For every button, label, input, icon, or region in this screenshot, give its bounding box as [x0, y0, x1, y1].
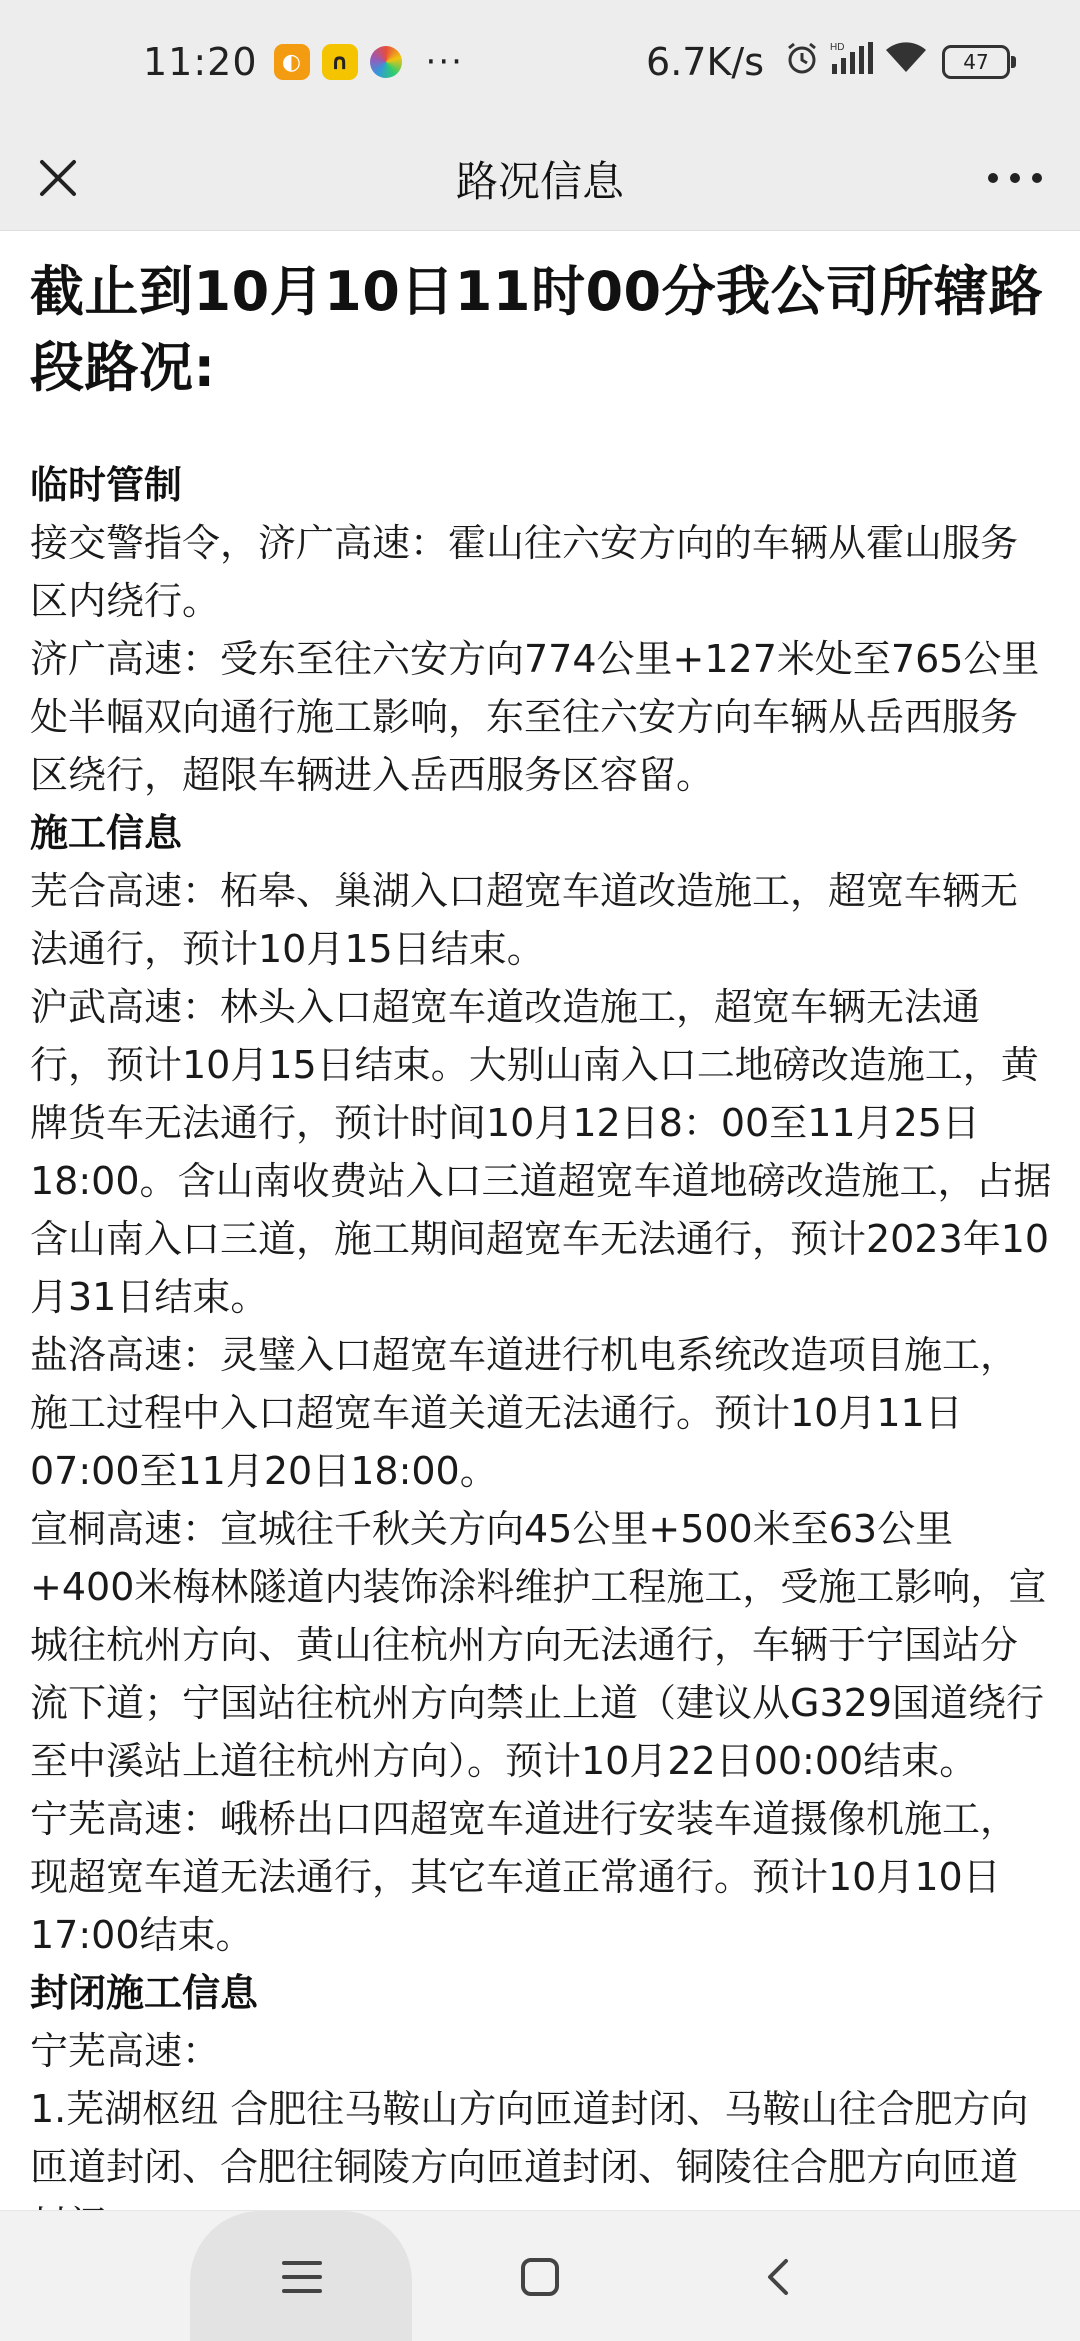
article-content[interactable] — [30, 230, 1055, 2210]
section-title: 施工信息 — [30, 811, 183, 855]
notification-color-icon — [370, 46, 402, 78]
title-bar — [0, 128, 1080, 231]
section-title: 封闭施工信息 — [30, 1971, 259, 2015]
more-notifications-icon: ··· — [425, 42, 464, 82]
paragraph: 宁芜高速：峨桥出口四超宽车道进行安装车道摄像机施工，现超宽车道无法通行，其它车道正常通行。预计10月10日17:00结束。 — [30, 1797, 1019, 1957]
status-right — [646, 40, 1010, 84]
paragraph: 1.芜湖枢纽 合肥往马鞍山方向匝道封闭、马鞍山往合肥方向匝道封闭、合肥往铜陵方向匝道封闭、铜陵往合肥方向匝道 — [30, 2087, 1029, 2189]
system-nav-bar — [0, 2210, 1080, 2341]
wifi-icon — [884, 40, 928, 84]
paragraph: 济广高速：受东至往六安方向774公里+127米处至765公里处半幅双向通行施工影响，东至往六安方向车辆从岳西服务区绕行，超限车辆进入岳西服务区容留。 — [30, 637, 1040, 797]
alarm-icon — [784, 40, 820, 84]
page-title: 路况信息 — [455, 157, 624, 206]
signal-icon — [830, 40, 874, 84]
paragraph: 宣桐高速：宣城往千秋关方向45公里+500米至63公里+400米梅林隧道内装饰涂料维护工程施工，受施工影响，宣城往杭州方向、黄山往杭州方向无法通行，车辆于宁国站分流下道；宁国站往杭州方向禁止上道（建议从G329国道绕行至中溪站上道往杭州方向）。预计10月22日00:00结束。 — [30, 1507, 1047, 1783]
more-button[interactable] — [980, 150, 1050, 206]
notification-car-icon: ∩ — [322, 44, 358, 80]
hd-label: HD — [830, 42, 845, 53]
paragraph: 沪武高速：林头入口超宽车道改造施工，超宽车辆无法通行，预计10月15日结束。大别山南入口二地磅改造施工，黄牌货车无法通行，预计时间10月12日8：00至11月25日 18:00。含山南收费站入口三道超宽车道地磅改造施工，占据含山南入口三道，施工期间超宽车无法通行，预计2023年10月31日结束。 — [30, 985, 1052, 1319]
back-button[interactable] — [746, 2245, 810, 2309]
article-headline: 截止到10月10日11时00分我公司所辖路段路况: — [30, 260, 1044, 399]
section-temporary-control — [30, 456, 1055, 804]
more-icon — [985, 170, 1045, 186]
home-button[interactable] — [508, 2245, 572, 2309]
status-left — [143, 40, 464, 84]
home-icon — [518, 2255, 562, 2299]
battery-icon: 47 — [942, 45, 1010, 79]
back-icon — [758, 2255, 798, 2299]
notification-app-icon: ◐ — [274, 44, 310, 80]
paragraph: 宁芜高速： — [30, 2029, 221, 2073]
paragraph: 芜合高速：柘皋、巢湖入口超宽车道改造施工，超宽车辆无法通行，预计10月15日结束。 — [30, 869, 1019, 971]
close-icon — [36, 156, 80, 200]
menu-button[interactable] — [270, 2245, 334, 2309]
section-title: 临时管制 — [30, 463, 183, 507]
status-bar — [0, 0, 1080, 128]
paragraph: 接交警指令，济广高速：霍山往六安方向的车辆从霍山服务区内绕行。 — [30, 521, 1019, 623]
section-construction-info — [30, 804, 1055, 1964]
menu-icon — [280, 2257, 324, 2297]
network-speed: 6.7K/s — [646, 40, 764, 84]
status-time: 11:20 — [143, 40, 258, 84]
paragraph: 盐洛高速：灵璧入口超宽车道进行机电系统改造项目施工，施工过程中入口超宽车道关道无法通行。预计10月11日07:00至11月20日18:00。 — [30, 1333, 1019, 1493]
close-button[interactable] — [30, 150, 86, 206]
